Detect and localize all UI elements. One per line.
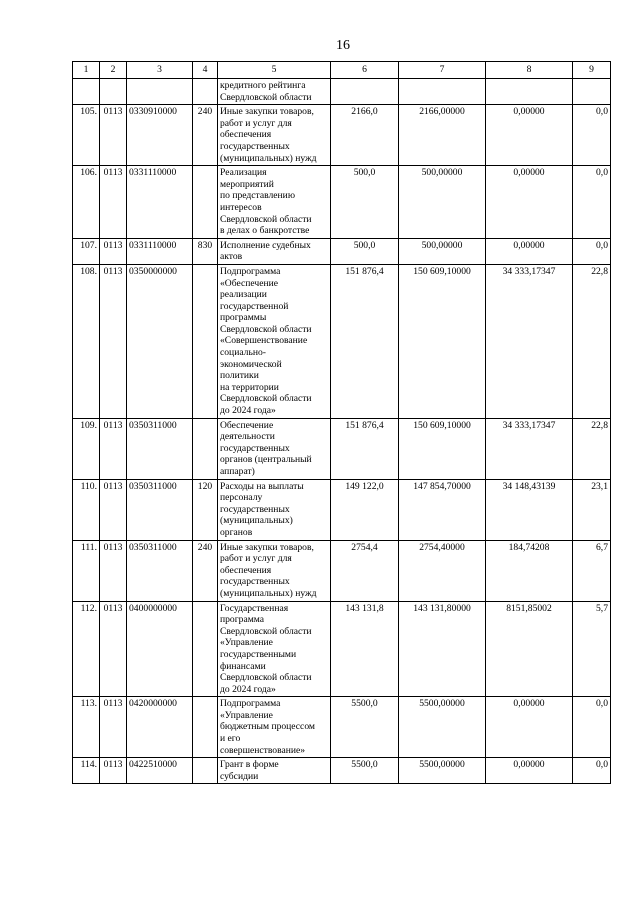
target-article-cell: 0331110000 [127, 238, 193, 264]
page-number: 16 [336, 38, 350, 53]
target-article-cell: 0400000000 [127, 601, 193, 697]
expense-type-cell [193, 758, 218, 784]
column-header: 5 [218, 62, 331, 79]
description-cell: Подпрограмма «Управление бюджетным процессом и его совершенствование» [218, 697, 331, 758]
section-code-cell: 0113 [100, 601, 127, 697]
planned-amount-cell: 500,0 [331, 166, 399, 239]
description-cell: Подпрограмма «Обеспечение реализации государственной программы Свердловской области «Совершенствование социально- экономической политики на территории Свердловской области до 2024 года» [218, 264, 331, 418]
table-row [73, 601, 611, 697]
table-row [73, 79, 611, 105]
column-header: 3 [127, 62, 193, 79]
expense-type-cell [193, 418, 218, 479]
table-row [73, 238, 611, 264]
expense-type-cell [193, 697, 218, 758]
planned-amount-cell: 5500,0 [331, 758, 399, 784]
executed-amount-cell: 184,74208 [486, 540, 573, 601]
section-code-cell: 0113 [100, 238, 127, 264]
execution-percent-cell [573, 79, 611, 105]
description-cell: Обеспечение деятельности государственных органов (центральный аппарат) [218, 418, 331, 479]
approved-amount-cell: 2754,40000 [399, 540, 486, 601]
executed-amount-cell: 34 148,43139 [486, 479, 573, 540]
executed-amount-cell: 0,00000 [486, 105, 573, 166]
approved-amount-cell: 500,00000 [399, 166, 486, 239]
execution-percent-cell: 22,8 [573, 264, 611, 418]
table-row [73, 758, 611, 784]
approved-amount-cell: 2166,00000 [399, 105, 486, 166]
section-code-cell: 0113 [100, 418, 127, 479]
row-number-cell: 107. [73, 238, 100, 264]
column-header: 7 [399, 62, 486, 79]
column-header: 2 [100, 62, 127, 79]
approved-amount-cell: 150 609,10000 [399, 418, 486, 479]
planned-amount-cell: 2754,4 [331, 540, 399, 601]
row-number-cell: 108. [73, 264, 100, 418]
execution-percent-cell: 23,1 [573, 479, 611, 540]
executed-amount-cell: 34 333,17347 [486, 264, 573, 418]
executed-amount-cell: 0,00000 [486, 697, 573, 758]
column-number-header-row [73, 62, 611, 79]
row-number-cell: 109. [73, 418, 100, 479]
column-header: 1 [73, 62, 100, 79]
planned-amount-cell: 5500,0 [331, 697, 399, 758]
description-cell: Иные закупки товаров, работ и услуг для обеспечения государственных (муниципальных) нужд [218, 105, 331, 166]
section-code-cell: 0113 [100, 540, 127, 601]
expense-type-cell [193, 264, 218, 418]
target-article-cell: 0350311000 [127, 540, 193, 601]
executed-amount-cell: 34 333,17347 [486, 418, 573, 479]
executed-amount-cell: 0,00000 [486, 166, 573, 239]
section-code-cell [100, 79, 127, 105]
approved-amount-cell: 5500,00000 [399, 697, 486, 758]
table-row [73, 540, 611, 601]
approved-amount-cell: 147 854,70000 [399, 479, 486, 540]
execution-percent-cell: 0,0 [573, 166, 611, 239]
table-row [73, 479, 611, 540]
target-article-cell: 0422510000 [127, 758, 193, 784]
description-cell: Реализация мероприятий по представлению интересов Свердловской области в делах о банкротстве [218, 166, 331, 239]
expense-type-cell: 240 [193, 105, 218, 166]
expense-type-cell [193, 601, 218, 697]
expense-type-cell: 240 [193, 540, 218, 601]
executed-amount-cell: 0,00000 [486, 238, 573, 264]
target-article-cell: 0331110000 [127, 166, 193, 239]
budget-table [72, 61, 611, 784]
expense-type-cell: 830 [193, 238, 218, 264]
section-code-cell: 0113 [100, 264, 127, 418]
row-number-cell [73, 79, 100, 105]
description-cell: Государственная программа Свердловской области «Управление государственными финансами Свердловской области до 2024 года» [218, 601, 331, 697]
description-cell: Расходы на выплаты персоналу государственных (муниципальных) органов [218, 479, 331, 540]
execution-percent-cell: 6,7 [573, 540, 611, 601]
row-number-cell: 110. [73, 479, 100, 540]
executed-amount-cell: 0,00000 [486, 758, 573, 784]
section-code-cell: 0113 [100, 105, 127, 166]
planned-amount-cell: 149 122,0 [331, 479, 399, 540]
target-article-cell [127, 79, 193, 105]
column-header: 8 [486, 62, 573, 79]
approved-amount-cell: 500,00000 [399, 238, 486, 264]
expense-type-cell [193, 79, 218, 105]
table-row [73, 105, 611, 166]
planned-amount-cell: 143 131,8 [331, 601, 399, 697]
target-article-cell: 0330910000 [127, 105, 193, 166]
column-header: 4 [193, 62, 218, 79]
approved-amount-cell [399, 79, 486, 105]
expense-type-cell: 120 [193, 479, 218, 540]
section-code-cell: 0113 [100, 758, 127, 784]
execution-percent-cell: 0,0 [573, 238, 611, 264]
section-code-cell: 0113 [100, 166, 127, 239]
table-row [73, 418, 611, 479]
executed-amount-cell: 8151,85002 [486, 601, 573, 697]
target-article-cell: 0350000000 [127, 264, 193, 418]
row-number-cell: 114. [73, 758, 100, 784]
table-row [73, 697, 611, 758]
section-code-cell: 0113 [100, 697, 127, 758]
expense-type-cell [193, 166, 218, 239]
execution-percent-cell: 22,8 [573, 418, 611, 479]
planned-amount-cell: 500,0 [331, 238, 399, 264]
table-row [73, 264, 611, 418]
row-number-cell: 105. [73, 105, 100, 166]
description-cell: Исполнение судебных актов [218, 238, 331, 264]
executed-amount-cell [486, 79, 573, 105]
planned-amount-cell: 151 876,4 [331, 418, 399, 479]
description-cell: кредитного рейтинга Свердловской области [218, 79, 331, 105]
target-article-cell: 0420000000 [127, 697, 193, 758]
execution-percent-cell: 0,0 [573, 758, 611, 784]
row-number-cell: 106. [73, 166, 100, 239]
column-header: 6 [331, 62, 399, 79]
table-row [73, 166, 611, 239]
execution-percent-cell: 0,0 [573, 697, 611, 758]
row-number-cell: 111. [73, 540, 100, 601]
column-header: 9 [573, 62, 611, 79]
planned-amount-cell: 2166,0 [331, 105, 399, 166]
row-number-cell: 112. [73, 601, 100, 697]
row-number-cell: 113. [73, 697, 100, 758]
approved-amount-cell: 5500,00000 [399, 758, 486, 784]
table-body [73, 79, 611, 784]
approved-amount-cell: 143 131,80000 [399, 601, 486, 697]
planned-amount-cell: 151 876,4 [331, 264, 399, 418]
description-cell: Иные закупки товаров, работ и услуг для обеспечения государственных (муниципальных) нужд [218, 540, 331, 601]
approved-amount-cell: 150 609,10000 [399, 264, 486, 418]
section-code-cell: 0113 [100, 479, 127, 540]
execution-percent-cell: 5,7 [573, 601, 611, 697]
planned-amount-cell [331, 79, 399, 105]
target-article-cell: 0350311000 [127, 418, 193, 479]
execution-percent-cell: 0,0 [573, 105, 611, 166]
target-article-cell: 0350311000 [127, 479, 193, 540]
description-cell: Грант в форме субсидии [218, 758, 331, 784]
